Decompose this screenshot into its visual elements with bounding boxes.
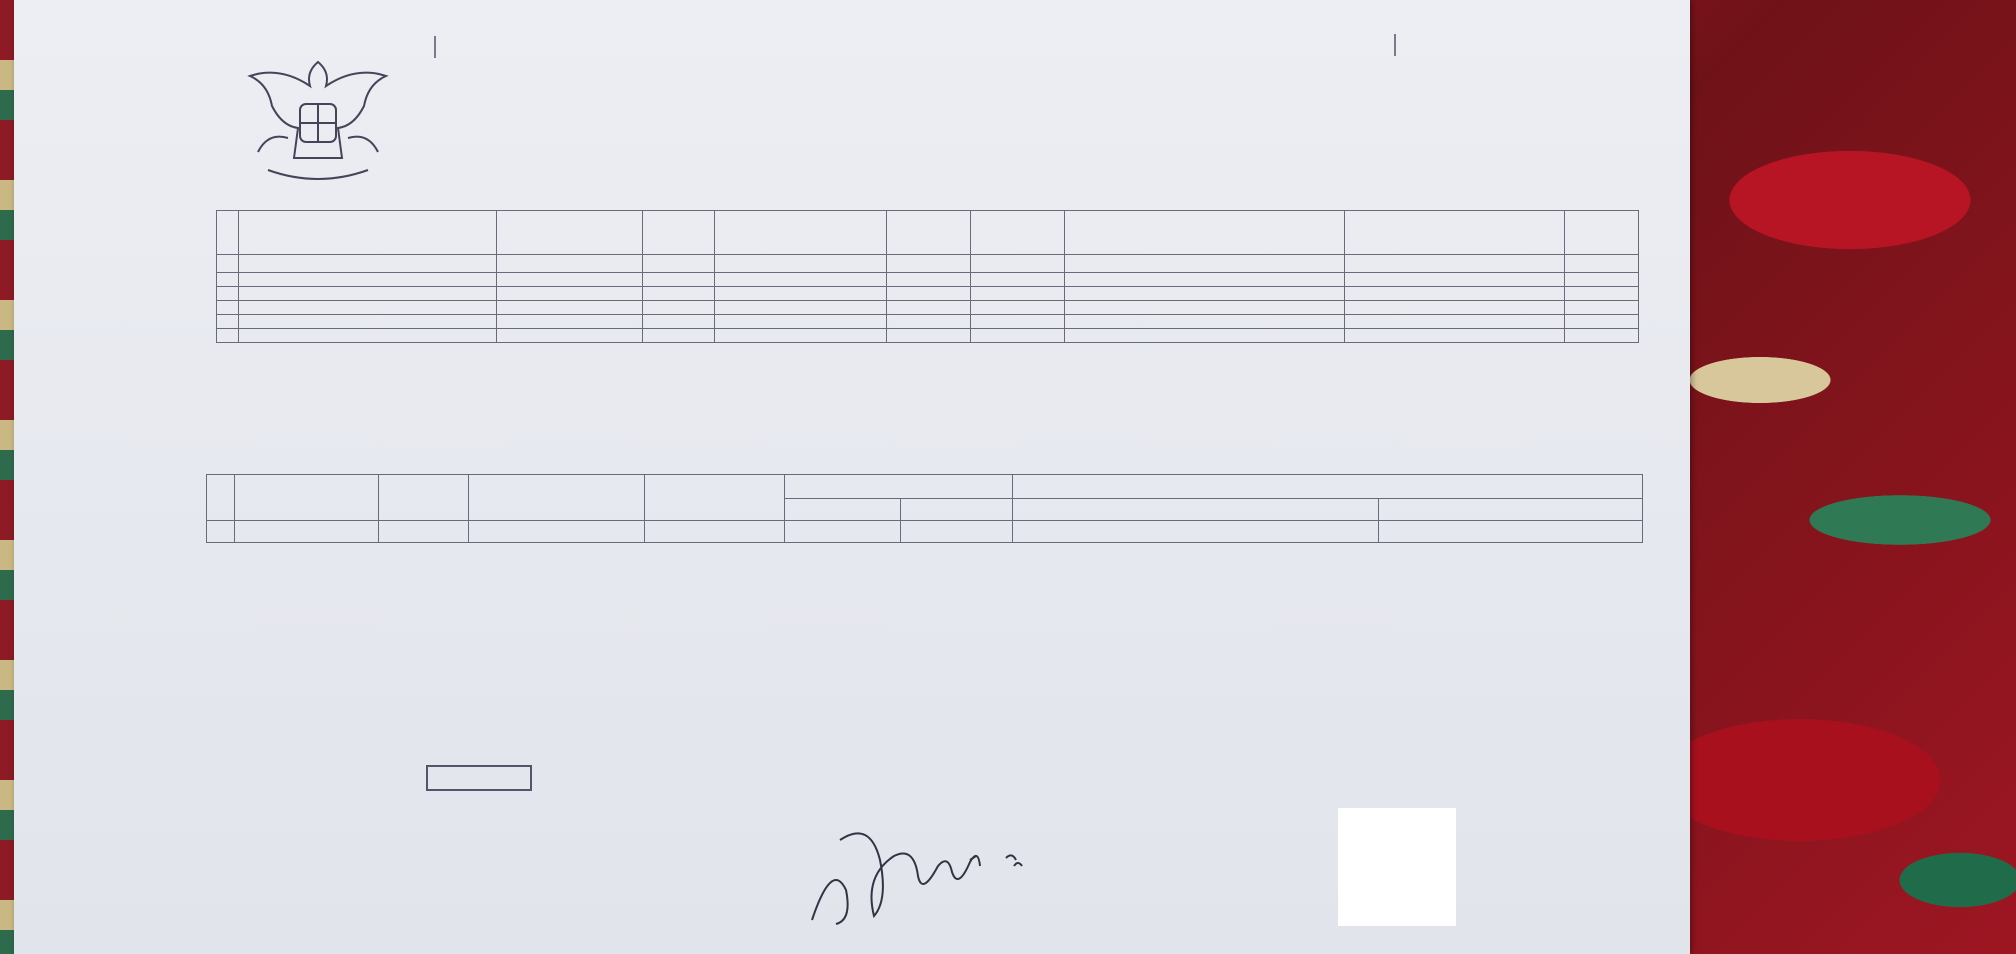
signature-image: [800, 800, 1060, 940]
table-row: [217, 301, 1639, 315]
col-header: [785, 475, 1013, 499]
col-header: [469, 475, 645, 521]
col-header: [1013, 475, 1643, 499]
table-cell: [643, 273, 715, 287]
table-cell: [1345, 329, 1565, 343]
col-header: [1345, 211, 1565, 255]
table-cell: [1065, 273, 1345, 287]
col-number: [971, 255, 1065, 273]
col-header: [379, 475, 469, 521]
col-number: [887, 255, 971, 273]
col-header: [1013, 499, 1379, 521]
col-number: [469, 521, 645, 543]
table-cell: [239, 287, 497, 301]
col-header: [785, 499, 901, 521]
col-header: [1379, 499, 1643, 521]
col-header: [239, 211, 497, 255]
table-cell: [1065, 329, 1345, 343]
table-row: [217, 329, 1639, 343]
col-header: [207, 475, 235, 521]
col-number: [239, 255, 497, 273]
table-cell: [887, 273, 971, 287]
issued-date: [426, 765, 532, 791]
table-cell: [971, 329, 1065, 343]
table-cell: [1565, 315, 1639, 329]
col-number: [785, 521, 901, 543]
table-cell: [643, 301, 715, 315]
table-row: [217, 273, 1639, 287]
col-number: [901, 521, 1013, 543]
col-number: [643, 255, 715, 273]
col-number: [1345, 255, 1565, 273]
col-number: [497, 255, 643, 273]
table-cell: [217, 273, 239, 287]
col-header: [1565, 211, 1639, 255]
table-cell: [497, 329, 643, 343]
col-header: [235, 475, 379, 521]
column-number-row: [217, 255, 1639, 273]
table-cell: [1065, 301, 1345, 315]
table-cell: [1565, 273, 1639, 287]
col-number: [1379, 521, 1643, 543]
marital-parents-table: [206, 474, 1643, 543]
col-header: [1065, 211, 1345, 255]
table-cell: [971, 301, 1065, 315]
table-row: [217, 287, 1639, 301]
table-cell: [643, 315, 715, 329]
table-cell: [217, 287, 239, 301]
table-cell: [1565, 287, 1639, 301]
table-cell: [715, 301, 887, 315]
table-cell: [715, 273, 887, 287]
col-header: [971, 211, 1065, 255]
table-cell: [1565, 329, 1639, 343]
col-number: [207, 521, 235, 543]
staple-mark: [434, 36, 436, 58]
column-number-row: [207, 521, 1643, 543]
table-cell: [217, 301, 239, 315]
table-cell: [217, 315, 239, 329]
table-cell: [971, 287, 1065, 301]
table-cell: [715, 287, 887, 301]
table-cell: [239, 273, 497, 287]
table-cell: [887, 315, 971, 329]
table-row: [217, 315, 1639, 329]
table-cell: [887, 301, 971, 315]
table-cell: [1345, 301, 1565, 315]
staple-mark: [1394, 34, 1396, 56]
table-header-row: [207, 475, 1643, 499]
table-cell: [239, 329, 497, 343]
col-header: [643, 211, 715, 255]
table-cell: [497, 273, 643, 287]
garuda-emblem-icon: [238, 52, 398, 192]
table-cell: [239, 301, 497, 315]
col-header: [217, 211, 239, 255]
table-cell: [643, 287, 715, 301]
col-number: [217, 255, 239, 273]
table-cell: [887, 287, 971, 301]
col-number: [1565, 255, 1639, 273]
col-header: [887, 211, 971, 255]
qr-code-icon: [1338, 808, 1456, 926]
table-cell: [971, 315, 1065, 329]
table-cell: [887, 329, 971, 343]
col-number: [715, 255, 887, 273]
table-header-row: [217, 211, 1639, 255]
col-number: [379, 521, 469, 543]
table-cell: [1345, 315, 1565, 329]
table-cell: [217, 329, 239, 343]
col-header: [645, 475, 785, 521]
col-number: [645, 521, 785, 543]
table-cell: [239, 315, 497, 329]
col-number: [1013, 521, 1379, 543]
table-cell: [971, 273, 1065, 287]
table-cell: [497, 315, 643, 329]
table-cell: [1065, 287, 1345, 301]
family-members-table: [216, 210, 1639, 343]
col-number: [1065, 255, 1345, 273]
col-number: [235, 521, 379, 543]
col-header: [901, 499, 1013, 521]
table-cell: [715, 329, 887, 343]
table-cell: [715, 315, 887, 329]
table-cell: [1065, 315, 1345, 329]
col-header: [497, 211, 643, 255]
col-header: [715, 211, 887, 255]
table-cell: [1565, 301, 1639, 315]
table-cell: [1345, 273, 1565, 287]
table-cell: [497, 301, 643, 315]
table-cell: [643, 329, 715, 343]
table-cell: [1345, 287, 1565, 301]
table-cell: [497, 287, 643, 301]
